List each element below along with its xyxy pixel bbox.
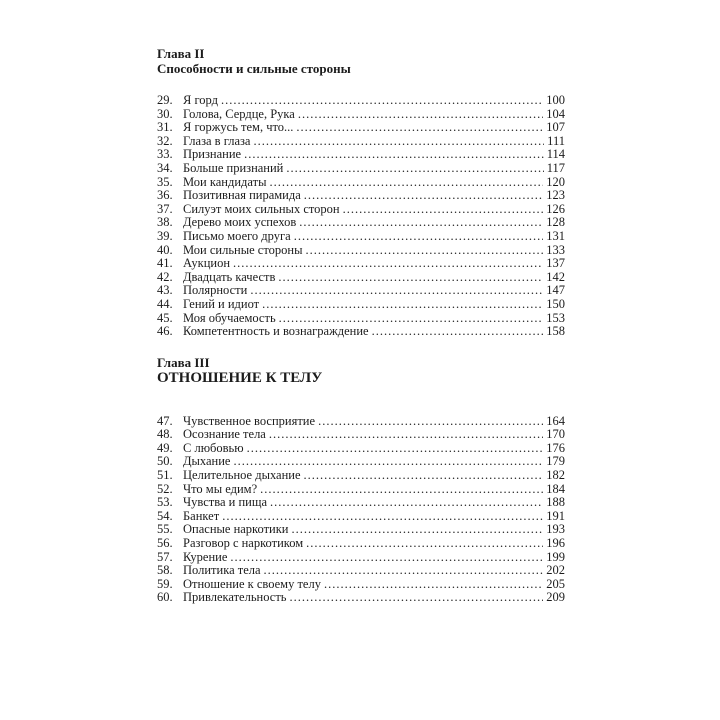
dot-leader bbox=[221, 94, 543, 108]
entry-page: 193 bbox=[546, 522, 565, 537]
entry-list bbox=[157, 94, 565, 339]
dot-leader bbox=[290, 591, 544, 605]
toc-entry bbox=[157, 551, 565, 565]
entry-title: Больше признаний bbox=[183, 160, 284, 175]
entry-title: Аукцион bbox=[183, 256, 231, 271]
entry-title: Привлекательность bbox=[183, 590, 287, 605]
dot-leader bbox=[230, 551, 543, 565]
entry-number: 59. bbox=[157, 576, 173, 591]
entry-page: 170 bbox=[546, 427, 565, 442]
entry-number: 42. bbox=[157, 269, 173, 284]
entry-page: 153 bbox=[546, 310, 565, 325]
dot-leader bbox=[264, 564, 544, 578]
dot-leader bbox=[270, 496, 543, 510]
entry-page: 107 bbox=[546, 120, 565, 135]
toc-entry bbox=[157, 578, 565, 592]
entry-page: 120 bbox=[546, 174, 565, 189]
entry-title: Я горжусь тем, что... bbox=[183, 120, 294, 135]
dot-leader bbox=[343, 203, 544, 217]
entry-number: 57. bbox=[157, 549, 173, 564]
entry-number: 29. bbox=[157, 93, 173, 107]
dot-leader bbox=[324, 578, 543, 592]
toc-entry bbox=[157, 469, 565, 483]
toc-entry bbox=[157, 312, 565, 326]
toc-entry bbox=[157, 121, 565, 135]
entry-number: 60. bbox=[157, 590, 173, 605]
entry-title: Гений и идиот bbox=[183, 296, 260, 311]
entry-number: 30. bbox=[157, 106, 173, 121]
entry-title: Что мы едим? bbox=[183, 481, 258, 496]
dot-leader bbox=[253, 135, 544, 149]
entry-page: 191 bbox=[546, 508, 565, 523]
dot-leader bbox=[306, 244, 544, 258]
toc-section bbox=[157, 46, 565, 339]
entry-page: 150 bbox=[546, 296, 565, 311]
entry-page: 142 bbox=[546, 269, 565, 284]
entry-title: Признание bbox=[183, 147, 242, 162]
dot-leader bbox=[372, 325, 544, 339]
entry-title: Компетентность и вознаграждение bbox=[183, 324, 369, 339]
entry-number: 32. bbox=[157, 133, 173, 148]
toc-entry bbox=[157, 523, 565, 537]
entry-page: 117 bbox=[546, 160, 565, 175]
entry-number: 36. bbox=[157, 188, 173, 203]
entry-number: 58. bbox=[157, 563, 173, 578]
entry-page: 123 bbox=[546, 188, 565, 203]
toc-entry bbox=[157, 510, 565, 524]
entry-title: Целительное дыхание bbox=[183, 468, 301, 483]
entry-title: Разговор с наркотиком bbox=[183, 536, 304, 551]
toc-entry bbox=[157, 564, 565, 578]
toc-entry bbox=[157, 148, 565, 162]
entry-title: Силуэт моих сильных сторон bbox=[183, 201, 340, 216]
table-of-contents bbox=[157, 46, 565, 605]
chapter-label: Глава III bbox=[157, 354, 210, 370]
dot-leader bbox=[269, 428, 543, 442]
dot-leader bbox=[244, 148, 544, 162]
entry-page: 114 bbox=[546, 147, 565, 162]
entry-page: 184 bbox=[546, 481, 565, 496]
dot-leader bbox=[269, 176, 543, 190]
entry-title: Полярности bbox=[183, 283, 248, 298]
dot-leader bbox=[286, 162, 543, 176]
toc-entry bbox=[157, 496, 565, 510]
entry-title: Осознание тела bbox=[183, 427, 266, 442]
entry-page: 196 bbox=[546, 536, 565, 551]
toc-entry bbox=[157, 428, 565, 442]
entry-number: 41. bbox=[157, 256, 173, 271]
entry-number: 33. bbox=[157, 147, 173, 162]
toc-entry bbox=[157, 298, 565, 312]
dot-leader bbox=[262, 298, 543, 312]
entry-page: 202 bbox=[546, 563, 565, 578]
toc-entry bbox=[157, 284, 565, 298]
entry-title: Мои кандидаты bbox=[183, 174, 267, 189]
entry-number: 48. bbox=[157, 427, 173, 442]
toc-entry bbox=[157, 135, 565, 149]
toc-entry bbox=[157, 257, 565, 271]
entry-title: Банкет bbox=[183, 508, 220, 523]
entry-number: 47. bbox=[157, 413, 173, 428]
toc-entry bbox=[157, 108, 565, 122]
entry-number: 44. bbox=[157, 296, 173, 311]
dot-leader bbox=[294, 230, 544, 244]
dot-leader bbox=[278, 271, 543, 285]
entry-number: 50. bbox=[157, 454, 173, 469]
entry-number: 55. bbox=[157, 522, 173, 537]
entry-page: 100 bbox=[546, 93, 565, 107]
entry-page: 104 bbox=[546, 106, 565, 121]
entry-number: 43. bbox=[157, 283, 173, 298]
toc-entry bbox=[157, 230, 565, 244]
entry-page: 133 bbox=[546, 242, 565, 257]
toc-entry bbox=[157, 176, 565, 190]
dot-leader bbox=[304, 469, 544, 483]
toc-entry bbox=[157, 162, 565, 176]
entry-title: Я горд bbox=[183, 93, 218, 107]
dot-leader bbox=[222, 510, 543, 524]
entry-title: Позитивная пирамида bbox=[183, 188, 301, 203]
chapter-title: ОТНОШЕНИЕ К ТЕЛУ bbox=[157, 369, 323, 386]
entry-page: 158 bbox=[546, 324, 565, 339]
toc-entry bbox=[157, 537, 565, 551]
entry-page: 147 bbox=[546, 283, 565, 298]
entry-page: 126 bbox=[546, 201, 565, 216]
entry-title: Двадцать качеств bbox=[183, 269, 276, 284]
entry-page: 137 bbox=[546, 256, 565, 271]
entry-title: С любовью bbox=[183, 440, 244, 455]
entry-title: Голова, Сердце, Рука bbox=[183, 106, 295, 121]
toc-entry bbox=[157, 442, 565, 456]
entry-number: 52. bbox=[157, 481, 173, 496]
entry-title: Политика тела bbox=[183, 563, 261, 578]
entry-number: 34. bbox=[157, 160, 173, 175]
dot-leader bbox=[234, 455, 544, 469]
entry-number: 40. bbox=[157, 242, 173, 257]
entry-page: 176 bbox=[546, 440, 565, 455]
entry-page: 131 bbox=[546, 228, 565, 243]
entry-number: 51. bbox=[157, 468, 173, 483]
dot-leader bbox=[299, 216, 543, 230]
entry-number: 53. bbox=[157, 495, 173, 510]
entry-list bbox=[157, 415, 565, 605]
dot-leader bbox=[260, 483, 543, 497]
entry-number: 45. bbox=[157, 310, 173, 325]
dot-leader bbox=[233, 257, 543, 271]
toc-section bbox=[157, 355, 565, 605]
entry-title: Мои сильные стороны bbox=[183, 242, 303, 257]
entry-title: Курение bbox=[183, 549, 228, 564]
dot-leader bbox=[296, 121, 543, 135]
entry-number: 38. bbox=[157, 215, 173, 230]
entry-page: 188 bbox=[546, 495, 565, 510]
toc-entry bbox=[157, 94, 565, 108]
entry-title: Опасные наркотики bbox=[183, 522, 289, 537]
toc-entry bbox=[157, 216, 565, 230]
entry-number: 49. bbox=[157, 440, 173, 455]
entry-title: Письмо моего друга bbox=[183, 228, 291, 243]
dot-leader bbox=[279, 312, 544, 326]
entry-page: 209 bbox=[546, 590, 565, 605]
dot-leader bbox=[292, 523, 544, 537]
entry-page: 111 bbox=[547, 133, 565, 148]
entry-title: Дыхание bbox=[183, 454, 231, 469]
dot-leader bbox=[247, 442, 544, 456]
entry-number: 56. bbox=[157, 536, 173, 551]
toc-entry bbox=[157, 203, 565, 217]
dot-leader bbox=[298, 108, 543, 122]
entry-page: 182 bbox=[546, 468, 565, 483]
dot-leader bbox=[306, 537, 543, 551]
dot-leader bbox=[304, 189, 543, 203]
entry-number: 54. bbox=[157, 508, 173, 523]
entry-title: Чувственное восприятие bbox=[183, 413, 316, 428]
entry-title: Глаза в глаза bbox=[183, 133, 251, 148]
entry-page: 164 bbox=[546, 413, 565, 428]
toc-entry bbox=[157, 415, 565, 429]
entry-number: 46. bbox=[157, 324, 173, 339]
toc-entry bbox=[157, 244, 565, 258]
toc-entry bbox=[157, 189, 565, 203]
entry-page: 179 bbox=[546, 454, 565, 469]
toc-entry bbox=[157, 455, 565, 469]
entry-number: 37. bbox=[157, 201, 173, 216]
toc-entry bbox=[157, 325, 565, 339]
dot-leader bbox=[318, 415, 543, 429]
entry-number: 31. bbox=[157, 120, 173, 135]
entry-number: 35. bbox=[157, 174, 173, 189]
toc-entry bbox=[157, 591, 565, 605]
chapter-title: Способности и сильные стороны bbox=[157, 61, 351, 76]
dot-leader bbox=[250, 284, 543, 298]
chapter-label: Глава II bbox=[157, 46, 205, 61]
entry-title: Моя обучаемость bbox=[183, 310, 276, 325]
toc-entry bbox=[157, 271, 565, 285]
entry-page: 199 bbox=[546, 549, 565, 564]
entry-title: Чувства и пища bbox=[183, 495, 267, 510]
toc-entry bbox=[157, 483, 565, 497]
entry-page: 205 bbox=[546, 576, 565, 591]
entry-page: 128 bbox=[546, 215, 565, 230]
entry-title: Отношение к своему телу bbox=[183, 576, 321, 591]
entry-number: 39. bbox=[157, 228, 173, 243]
entry-title: Дерево моих успехов bbox=[183, 215, 297, 230]
